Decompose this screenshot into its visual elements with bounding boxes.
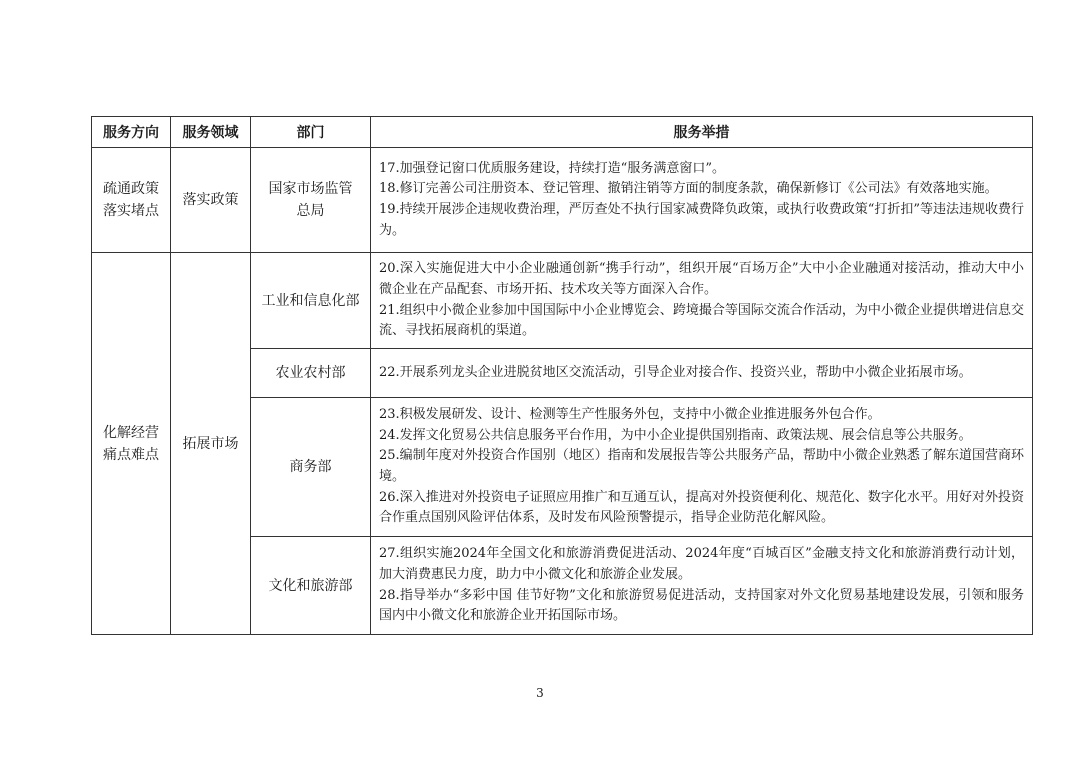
measure-item: 18.修订完善公司注册资本、登记管理、撤销注销等方面的制度条款，确保新修订《公司法》有效落地实施。 (379, 181, 998, 197)
service-measures-table (91, 116, 1033, 635)
measure-item: 26.深入推进对外投资电子证照应用推广和互通互认，提高对外投资便利化、规范化、数字化水平。用好对外投资合作重点国别风险评估体系，及时发布风险预警提示，指导企业防范化解风险。 (379, 489, 1024, 526)
header-direction: 服务方向 (92, 117, 171, 148)
measures-cell (371, 148, 1033, 253)
measure-item: 23.积极发展研发、设计、检测等生产性服务外包，支持中小微企业推进服务外包合作。 (379, 407, 881, 423)
department-line: 国家市场监管 (268, 181, 353, 197)
measures-cell (371, 398, 1033, 537)
measure-item: 24.发挥文化贸易公共信息服务平台作用，为中小企业提供国别指南、政策法规、展会信息等公共服务。 (379, 427, 972, 443)
header-measures: 服务举措 (371, 117, 1033, 148)
direction-line: 化解经营 (103, 424, 159, 441)
service-direction-cell (92, 148, 171, 253)
measure-item: 21.组织中小微企业参加中国国际中小企业博览会、跨境撮合等国际交流合作活动，为中小微企业提供增进信息交流、寻找拓展商机的渠道。 (379, 302, 1024, 339)
measure-item: 28.指导举办“多彩中国 佳节好物”文化和旅游贸易促进活动，支持国家对外文化贸易基地建设发展，引领和服务国内中小微文化和旅游企业开拓国际市场。 (379, 587, 1024, 624)
service-direction-cell (92, 253, 171, 635)
header-department: 部门 (251, 117, 371, 148)
measure-item: 25.编制年度对外投资合作国别（地区）指南和发展报告等公共服务产品，帮助中小微企业熟悉了解东道国营商环境。 (379, 448, 1024, 484)
measure-item: 27.组织实施2024年全国文化和旅游消费促进活动、2024年度“百城百区”金融支持文化和旅游消费行动计划，加大消费惠民力度，助力中小微文化和旅游企业发展。 (379, 546, 1024, 582)
measures-cell (371, 253, 1033, 349)
direction-line: 落实堵点 (103, 203, 159, 219)
header-field: 服务领域 (171, 117, 251, 148)
table-row (92, 253, 1033, 349)
table-row (92, 148, 1033, 253)
measure-item: 22.开展系列龙头企业进脱贫地区交流活动，引导企业对接合作、投资兴业，帮助中小微企业拓展市场。 (379, 364, 972, 380)
measure-item: 19.持续开展涉企违规收费治理，严厉查处不执行国家减费降负政策，或执行收费政策“打折扣”等违法违规收费行为。 (379, 202, 1024, 238)
department-line: 总局 (296, 203, 325, 219)
service-field-cell: 落实政策 (171, 148, 251, 253)
measures-cell (371, 537, 1033, 635)
department-cell: 商务部 (251, 398, 371, 537)
direction-line: 痛点难点 (103, 446, 159, 463)
department-cell: 文化和旅游部 (251, 537, 371, 635)
measure-item: 20.深入实施促进大中小企业融通创新“携手行动”，组织开展“百场万企”大中小企业融通对接活动，推动大中小微企业在产品配套、市场开拓、技术攻关等方面深入合作。 (379, 261, 1024, 297)
department-cell: 农业农村部 (251, 349, 371, 398)
department-cell (251, 148, 371, 253)
service-field-cell: 拓展市场 (171, 253, 251, 635)
measure-item: 17.加强登记窗口优质服务建设，持续打造“服务满意窗口”。 (379, 160, 725, 176)
measures-cell (371, 349, 1033, 398)
direction-line: 疏通政策 (103, 181, 159, 197)
page-number: 3 (536, 686, 544, 700)
department-cell: 工业和信息化部 (251, 253, 371, 349)
table-header-row (92, 117, 1033, 148)
